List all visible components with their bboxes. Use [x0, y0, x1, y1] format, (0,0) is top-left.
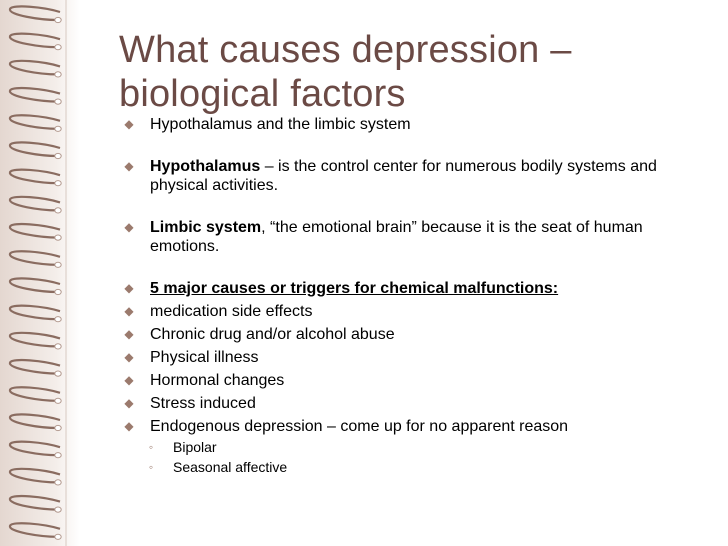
binder-hole	[55, 181, 61, 186]
binder-hole	[55, 317, 61, 322]
diamond-bullet-icon: ◆	[124, 281, 134, 295]
binder-hole	[55, 453, 61, 458]
bullet-text: Stress induced	[150, 395, 256, 412]
bullet-term: Limbic system	[150, 219, 262, 236]
sub-bullet-text: Bipolar	[173, 439, 217, 455]
binder-hole	[55, 398, 61, 403]
diamond-bullet-icon: ◆	[124, 159, 134, 173]
binder-hole	[55, 17, 61, 22]
sub-bullet-item-seasonal	[122, 459, 712, 476]
binder-hole	[55, 45, 61, 50]
bullet-text: medication side effects	[150, 303, 313, 320]
diamond-bullet-icon: ◆	[124, 304, 134, 318]
bullet-text: Chronic drug and/or alcohol abuse	[150, 326, 395, 343]
bullet-text: Endogenous depression – come up for no apparent reason	[150, 418, 569, 435]
binder-hole	[55, 153, 61, 158]
diamond-bullet-icon: ◆	[124, 327, 134, 341]
binder-hole	[55, 99, 61, 104]
bullet-text: Hormonal changes	[150, 372, 285, 389]
diamond-bullet-icon: ◆	[124, 396, 134, 410]
bullet-item-limbic-system	[122, 218, 712, 256]
binder-rings-decoration	[0, 0, 80, 546]
circle-bullet-icon: ◦	[148, 460, 154, 474]
bullet-term: Hypothalamus	[150, 158, 261, 175]
bullet-text: Physical illness	[150, 349, 259, 366]
sub-bullet-item-bipolar	[122, 439, 712, 456]
sub-bullet-text: Seasonal affective	[173, 459, 288, 475]
binder-rings-graphic	[0, 0, 80, 546]
binder-hole	[55, 262, 61, 267]
bullet-item-hypothalamus-limbic	[122, 115, 712, 134]
binder-hole	[55, 371, 61, 376]
binder-hole	[55, 289, 61, 294]
circle-bullet-icon: ◦	[148, 440, 154, 454]
diamond-bullet-icon: ◆	[124, 220, 134, 234]
bullet-definition: , “the emotional brain” because it is the seat of human emotions.	[150, 219, 643, 255]
bullet-text: Hypothalamus and the limbic system	[150, 116, 411, 133]
bullet-item-stress	[122, 394, 712, 413]
binder-hole	[55, 344, 61, 349]
binder-hole	[55, 425, 61, 430]
diamond-bullet-icon: ◆	[124, 350, 134, 364]
bullet-text: 5 major causes or triggers for chemical malfunctions:	[150, 280, 559, 297]
bullet-item-major-causes-heading	[122, 279, 712, 298]
binder-hole	[55, 126, 61, 131]
binder-hole	[55, 235, 61, 240]
bullet-item-endogenous	[122, 417, 712, 436]
slide-title-line-2: biological factors	[119, 73, 406, 115]
diamond-bullet-icon: ◆	[124, 419, 134, 433]
bullet-item-medication	[122, 302, 712, 321]
diamond-bullet-icon: ◆	[124, 373, 134, 387]
bullet-item-physical-illness	[122, 348, 712, 367]
bullet-item-hormonal	[122, 371, 712, 390]
binder-hole	[55, 208, 61, 213]
binder-hole	[55, 534, 61, 539]
bullet-definition: – is the control center for numerous bodily systems and physical activities.	[150, 158, 657, 194]
slide-title-line-1: What causes depression –	[119, 29, 572, 71]
binder-hole	[55, 507, 61, 512]
diamond-bullet-icon: ◆	[124, 117, 134, 131]
bullet-item-drug-alcohol	[122, 325, 712, 344]
binder-hole	[55, 480, 61, 485]
slide-title	[119, 28, 709, 116]
binder-hole	[55, 72, 61, 77]
bullet-item-hypothalamus	[122, 157, 712, 195]
bullet-list	[122, 115, 712, 476]
